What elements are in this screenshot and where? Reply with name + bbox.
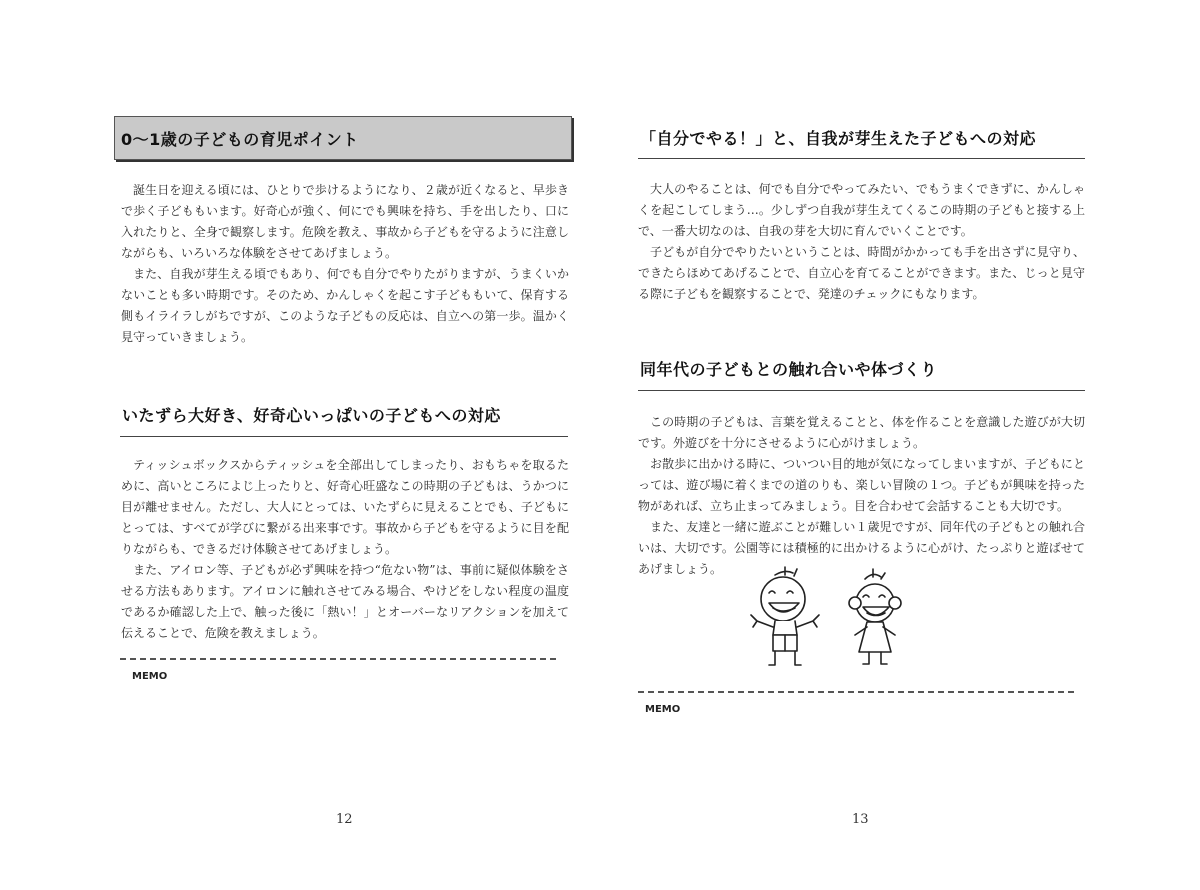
paragraph: また、自我が芽生える頃でもあり、何でも自分でやりたがりますが、うまくいかないことも多い時期です。そのため、かんしゃくを起こす子どももいて、保育する側もイライラしがちですが、このような子どもの反応は、自立への第一歩。温かく見守っていきましょう。: [121, 267, 569, 344]
paragraph: この時期の子どもは、言葉を覚えることと、体を作ることを意識した遊びが大切です。外遊びを十分にさせるように心がけましょう。: [638, 415, 1085, 450]
paragraph: お散歩に出かける時に、ついつい目的地が気になってしまいますが、子どもにとっては、遊び場に着くまでの道のりも、楽しい冒険の１つ。子どもが興味を持った物があれば、立ち止まってみましょう。目を合わせて会話することも大切です。: [638, 457, 1085, 513]
section-heading-mischief: いたずら大好き、好奇心いっぱいの子どもへの対応: [120, 403, 568, 437]
page-number: 12: [336, 812, 353, 827]
section-body-peers: [638, 412, 1085, 580]
memo-divider: [638, 691, 1074, 693]
page-number: 13: [852, 812, 869, 827]
section-heading-0-1-years: 0～1歳の子どもの育児ポイント: [114, 116, 572, 160]
laughing-children-illustration: [745, 565, 925, 675]
paragraph: 大人のやることは、何でも自分でやってみたい、でもうまくできずに、かんしゃくを起こしてしまう…。少しずつ自我が芽生えてくるこの時期の子どもと接する上で、一番大切なのは、自我の芽を大切に育んでいくことです。: [638, 182, 1085, 238]
section-body-0-1-years: [121, 180, 569, 348]
memo-label: MEMO: [645, 704, 681, 715]
section-heading-peers: 同年代の子どもとの触れ合いや体づくり: [638, 357, 1085, 391]
paragraph: 子どもが自分でやりたいということは、時間がかかっても手を出さずに見守り、できたらほめてあげることで、自立心を育てることができます。また、じっと見守る際に子どもを観察することで、発達のチェックにもなります。: [638, 245, 1085, 301]
memo-label: MEMO: [132, 671, 168, 682]
memo-divider: [120, 658, 556, 660]
section-body-ego: [638, 179, 1085, 305]
paragraph: 誕生日を迎える頃には、ひとりで歩けるようになり、２歳が近くなると、早歩きで歩く子どももいます。好奇心が強く、何にでも興味を持ち、手を出したり、口に入れたりと、全身で観察します。危険を教え、事故から子どもを守るように注意しながらも、いろいろな体験をさせてあげましょう。: [121, 183, 569, 260]
right-page: [600, 0, 1200, 890]
paragraph: ティッシュボックスからティッシュを全部出してしまったり、おもちゃを取るために、高いところによじ上ったりと、好奇心旺盛なこの時期の子どもは、うかつに目が離せません。ただし、大人にとっては、いたずらに見えることでも、子どもにとっては、すべてが学びに繋がる出来事です。事故から子どもを守るように目を配りながらも、できるだけ体験させてあげましょう。: [121, 458, 569, 556]
paragraph: また、友達と一緒に遊ぶことが難しい１歳児ですが、同年代の子どもとの触れ合いは、大切です。公園等には積極的に出かけるように心がけ、たっぷりと遊ばせてあげましょう。: [638, 520, 1085, 576]
section-body-mischief: [121, 455, 569, 644]
paragraph: また、アイロン等、子どもが必ず興味を持つ“危ない物”は、事前に疑似体験をさせる方法もあります。アイロンに触れさせてみる場合、やけどをしない程度の温度であるか確認した上で、触った後に「熱い！」とオーバーなリアクションを加えて伝えることで、危険を教えましょう。: [121, 563, 569, 640]
section-heading-ego: 「自分でやる！」と、自我が芽生えた子どもへの対応: [638, 126, 1085, 159]
